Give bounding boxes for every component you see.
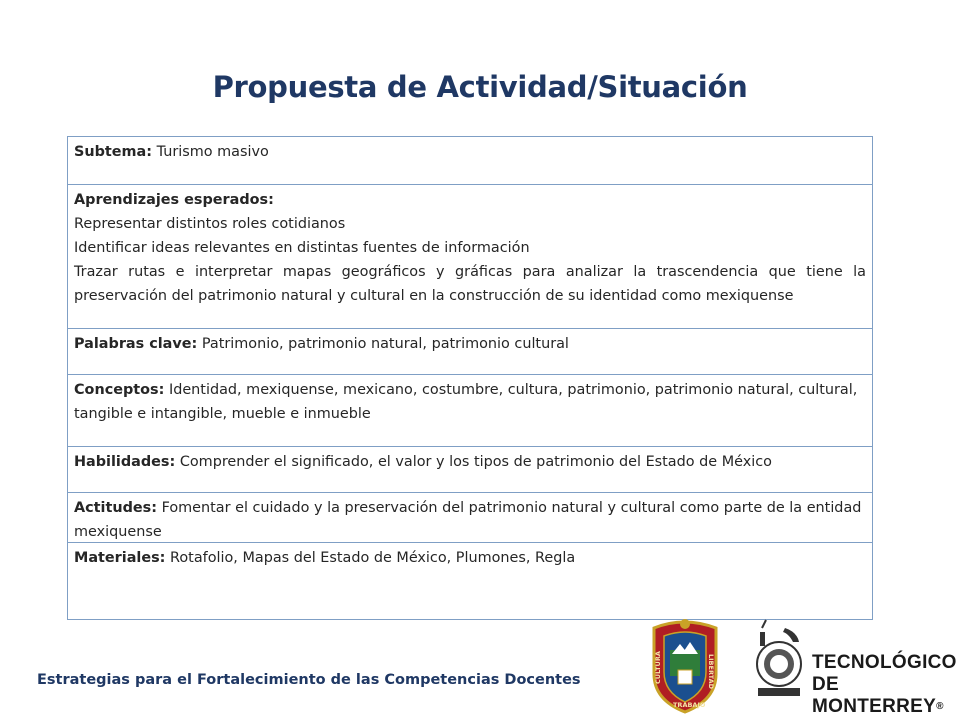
row-palabras-clave [68,328,872,374]
estado-mexico-shield-icon [654,619,716,712]
tec-monterrey-wordmark [812,652,960,718]
page-title: Propuesta de Actividad/Situación [212,70,748,104]
row-conceptos [68,374,872,446]
seal-word-cultura: CULTURA [654,651,662,684]
aprendizaje-item-3: Trazar rutas e interpretar mapas geográficos y gráficas para analizar la trascendencia que tiene la preservación del patrimonio natural y cultural en la construcción de su identidad como mexiquense [74,264,866,304]
conceptos-value: Identidad, mexiquense, mexicano, costumbre, cultura, patrimonio, patrimonio natural, cultural, tangible e intangible, mueble e inmueble [74,382,858,422]
footer-text: Estrategias para el Fortalecimiento de las Competencias Docentes [37,672,581,688]
registered-mark: ® [936,701,944,712]
tec-line-2-wrap [812,674,960,718]
row-habilidades [68,446,872,492]
habilidades-label: Habilidades: [74,454,176,470]
tec-line-2: DE MONTERREY [812,674,937,717]
row-aprendizajes [68,184,872,328]
row-subtema [68,137,872,184]
seal-word-libertad: LIBERTAD [707,654,715,690]
aprendizaje-item-1: Representar distintos roles cotidianos [74,216,346,232]
actitudes-value: Fomentar el cuidado y la preservación del patrimonio natural y cultural como parte de la entidad mexiquense [74,500,862,540]
activity-table [67,136,873,620]
row-actitudes [68,492,872,542]
seal-word-trabajo: TRABAJO [673,701,706,709]
aprendizaje-item-2: Identificar ideas relevantes en distintas fuentes de información [74,240,530,256]
tec-monterrey-emblem-icon [757,620,801,696]
actitudes-label: Actitudes: [74,500,157,516]
palabras-label: Palabras clave: [74,336,198,352]
row-materiales [68,542,872,619]
subtema-label: Subtema: [74,144,153,160]
palabras-value: Patrimonio, patrimonio natural, patrimonio cultural [201,336,569,352]
materiales-label: Materiales: [74,550,166,566]
habilidades-value: Comprender el significado, el valor y los tipos de patrimonio del Estado de México [179,454,772,470]
subtema-value: Turismo masivo [156,144,269,160]
aprendizajes-label: Aprendizajes esperados: [74,192,274,208]
tec-line-1: TECNOLÓGICO [812,652,957,673]
materiales-value: Rotafolio, Mapas del Estado de México, Plumones, Regla [170,550,576,566]
conceptos-label: Conceptos: [74,382,165,398]
